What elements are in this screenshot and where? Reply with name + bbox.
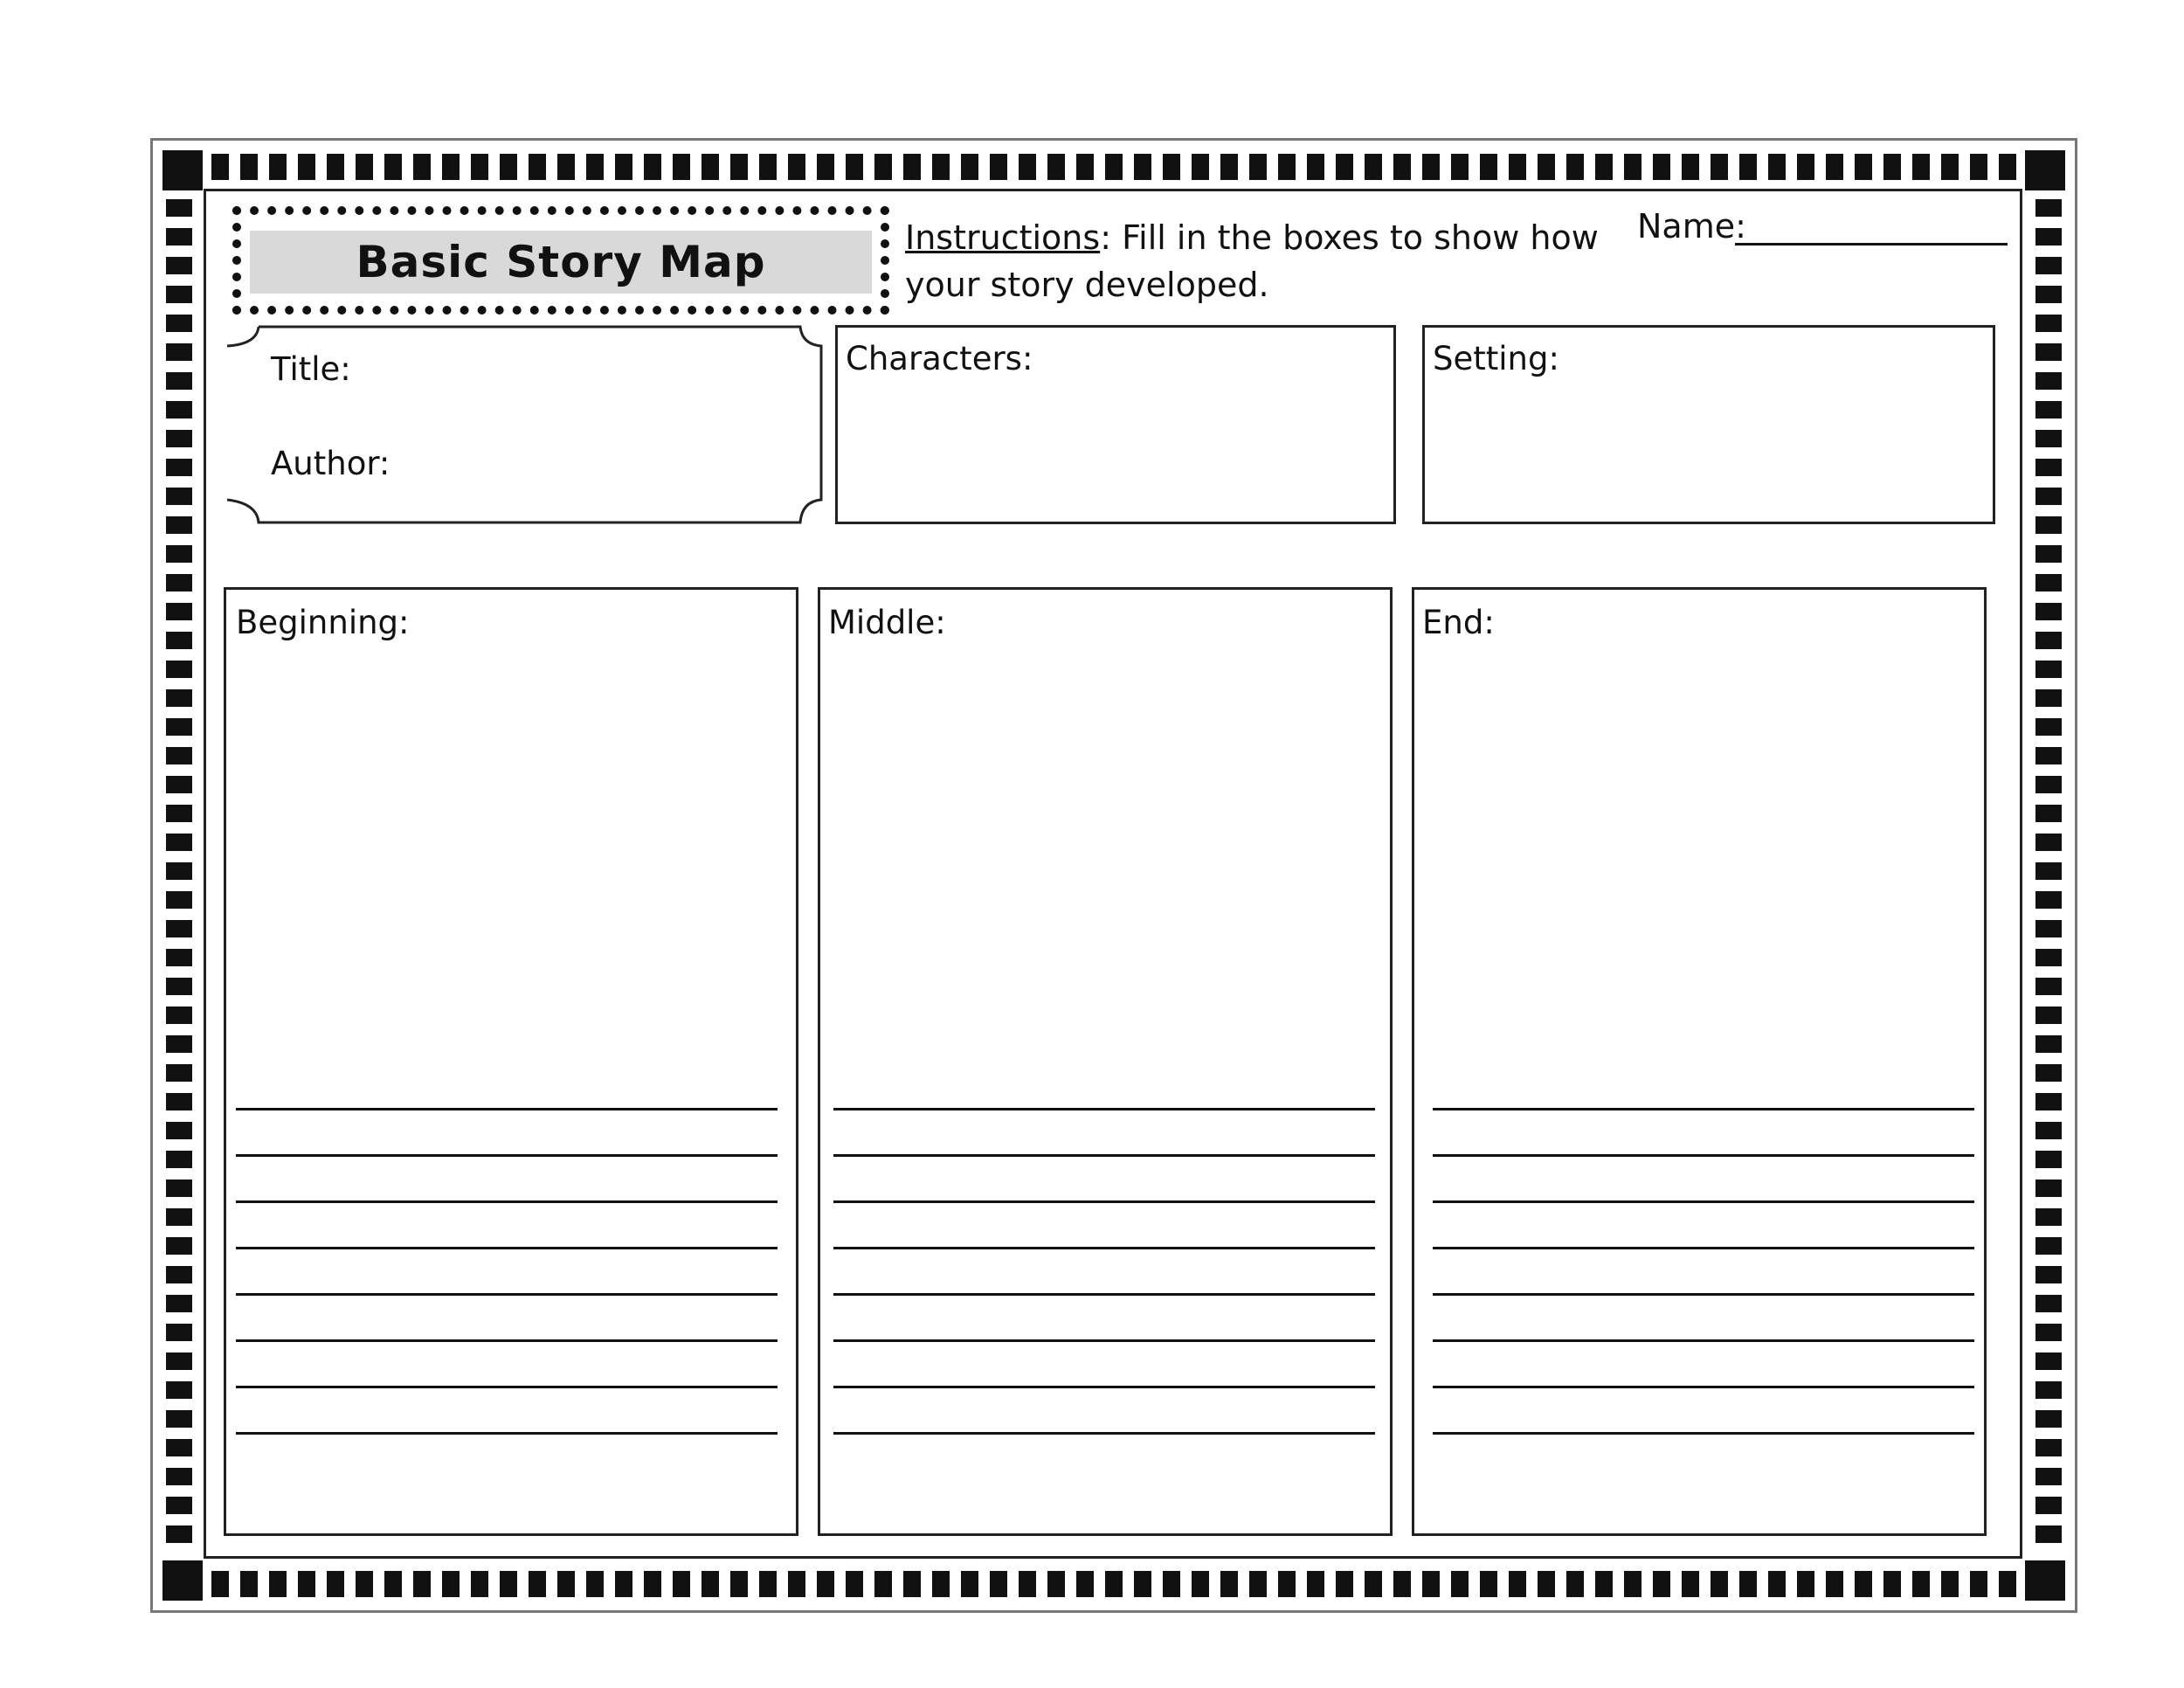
border-square bbox=[2035, 1439, 2062, 1456]
border-square bbox=[961, 154, 978, 180]
border-square bbox=[1047, 154, 1065, 180]
border-square bbox=[471, 154, 488, 180]
border-square bbox=[166, 315, 192, 332]
border-square bbox=[166, 978, 192, 995]
border-square bbox=[1105, 154, 1123, 180]
border-square bbox=[1739, 1571, 1757, 1597]
border-square bbox=[166, 1180, 192, 1197]
border-square bbox=[990, 154, 1007, 180]
border-square bbox=[413, 1571, 431, 1597]
border-square bbox=[2035, 949, 2062, 966]
border-square bbox=[1624, 154, 1641, 180]
border-square bbox=[2035, 891, 2062, 909]
border-square bbox=[788, 1571, 805, 1597]
border-square bbox=[413, 154, 431, 180]
border-square bbox=[1220, 154, 1238, 180]
writing-line[interactable] bbox=[1433, 1386, 1974, 1388]
border-square bbox=[1249, 154, 1267, 180]
border-square bbox=[1163, 1571, 1180, 1597]
border-square bbox=[2035, 1208, 2062, 1226]
border-square bbox=[2035, 228, 2062, 246]
border-square bbox=[1019, 154, 1036, 180]
border-square bbox=[2035, 459, 2062, 476]
border-square bbox=[166, 1324, 192, 1341]
beginning-label: Beginning: bbox=[236, 604, 410, 641]
border-square bbox=[298, 1571, 315, 1597]
border-square bbox=[1682, 1571, 1699, 1597]
border-square bbox=[1076, 1571, 1094, 1597]
border-square bbox=[2035, 632, 2062, 649]
writing-line[interactable] bbox=[1433, 1154, 1974, 1157]
border-square bbox=[1451, 1571, 1469, 1597]
border-square bbox=[1336, 1571, 1353, 1597]
border-square bbox=[166, 718, 192, 736]
border-square bbox=[2035, 1064, 2062, 1082]
border-square bbox=[730, 154, 748, 180]
border-square bbox=[2035, 920, 2062, 937]
border-square bbox=[702, 1571, 719, 1597]
border-square bbox=[1855, 154, 1872, 180]
name-label: Name: bbox=[1637, 207, 1746, 246]
border-square bbox=[586, 1571, 604, 1597]
border-square bbox=[874, 1571, 892, 1597]
border-square bbox=[932, 154, 950, 180]
border-square bbox=[166, 949, 192, 966]
border-square bbox=[557, 1571, 575, 1597]
border-square bbox=[166, 603, 192, 620]
border-square bbox=[240, 1571, 258, 1597]
border-square bbox=[1451, 154, 1469, 180]
border-square bbox=[166, 689, 192, 707]
border-square bbox=[166, 257, 192, 274]
border-square bbox=[644, 154, 661, 180]
writing-line[interactable] bbox=[236, 1200, 778, 1203]
border-square bbox=[2035, 1324, 2062, 1341]
border-square bbox=[1912, 154, 1930, 180]
border-square bbox=[2035, 199, 2062, 217]
writing-line[interactable] bbox=[1433, 1200, 1974, 1203]
border-square bbox=[529, 1571, 546, 1597]
border-square bbox=[166, 488, 192, 505]
border-square bbox=[586, 154, 604, 180]
border-square bbox=[673, 154, 690, 180]
border-square bbox=[500, 154, 517, 180]
border-square bbox=[166, 545, 192, 563]
border-square bbox=[1220, 1571, 1238, 1597]
writing-line[interactable] bbox=[236, 1386, 778, 1388]
border-square bbox=[1393, 1571, 1411, 1597]
border-square bbox=[2035, 805, 2062, 822]
border-square bbox=[2035, 776, 2062, 793]
border-square bbox=[846, 154, 863, 180]
border-square bbox=[384, 154, 402, 180]
writing-line[interactable] bbox=[833, 1247, 1375, 1249]
border-square bbox=[644, 1571, 661, 1597]
border-square bbox=[166, 805, 192, 822]
border-square bbox=[2035, 343, 2062, 361]
border-square bbox=[1941, 1571, 1959, 1597]
end-box[interactable] bbox=[1412, 587, 1987, 1536]
border-square bbox=[166, 1208, 192, 1226]
border-square bbox=[730, 1571, 748, 1597]
border-square bbox=[2035, 834, 2062, 851]
border-square bbox=[471, 1571, 488, 1597]
border-square bbox=[2035, 401, 2062, 419]
border-square bbox=[166, 1525, 192, 1543]
border-square bbox=[2035, 1151, 2062, 1168]
border-square bbox=[1365, 1571, 1382, 1597]
border-square bbox=[2035, 1035, 2062, 1053]
writing-line[interactable] bbox=[833, 1154, 1375, 1157]
border-square bbox=[1970, 154, 1987, 180]
border-square bbox=[166, 1266, 192, 1283]
border-square bbox=[166, 834, 192, 851]
border-square bbox=[2035, 315, 2062, 332]
border-square bbox=[846, 1571, 863, 1597]
border-square bbox=[1480, 154, 1497, 180]
border-square bbox=[166, 228, 192, 246]
end-label: End: bbox=[1422, 604, 1495, 641]
border-square bbox=[166, 920, 192, 937]
border-square bbox=[166, 286, 192, 303]
border-square bbox=[2035, 1122, 2062, 1139]
border-square bbox=[166, 1151, 192, 1168]
border-square bbox=[2035, 1007, 2062, 1024]
border-square bbox=[1999, 154, 2016, 180]
border-square bbox=[1855, 1571, 1872, 1597]
border-square bbox=[2035, 1093, 2062, 1110]
border-square bbox=[1826, 1571, 1843, 1597]
writing-line[interactable] bbox=[833, 1339, 1375, 1342]
border-square bbox=[1105, 1571, 1123, 1597]
writing-line[interactable] bbox=[833, 1386, 1375, 1388]
characters-label: Characters: bbox=[846, 340, 1033, 377]
border-square bbox=[2035, 430, 2062, 447]
writing-line[interactable] bbox=[833, 1293, 1375, 1296]
border-square bbox=[932, 1571, 950, 1597]
border-square bbox=[788, 154, 805, 180]
border-square bbox=[759, 154, 777, 180]
writing-line[interactable] bbox=[236, 1339, 778, 1342]
border-square bbox=[1076, 154, 1094, 180]
border-square bbox=[557, 154, 575, 180]
border-square bbox=[1134, 1571, 1151, 1597]
border-square bbox=[2035, 747, 2062, 764]
border-square bbox=[1278, 154, 1296, 180]
border-corner bbox=[162, 150, 203, 190]
border-square bbox=[673, 1571, 690, 1597]
border-square bbox=[1163, 154, 1180, 180]
border-square bbox=[166, 1093, 192, 1110]
border-square bbox=[166, 1007, 192, 1024]
worksheet-title: Basic Story Map bbox=[356, 237, 766, 287]
border-square bbox=[2035, 545, 2062, 563]
border-square bbox=[1941, 154, 1959, 180]
border-square bbox=[2035, 661, 2062, 678]
border-square bbox=[2035, 574, 2062, 591]
border-square bbox=[166, 1468, 192, 1485]
border-square bbox=[166, 199, 192, 217]
border-square bbox=[615, 154, 632, 180]
writing-line[interactable] bbox=[833, 1432, 1375, 1435]
border-square bbox=[2035, 689, 2062, 707]
border-square bbox=[1047, 1571, 1065, 1597]
border-square bbox=[1624, 1571, 1641, 1597]
border-square bbox=[327, 1571, 344, 1597]
instructions-text: : Fill in the boxes to show how your story developed. bbox=[905, 218, 1599, 304]
border-square bbox=[1970, 1571, 1987, 1597]
border-square bbox=[1768, 154, 1786, 180]
border-square bbox=[1192, 1571, 1209, 1597]
border-square bbox=[759, 1571, 777, 1597]
border-square bbox=[2035, 1295, 2062, 1312]
border-square bbox=[2035, 603, 2062, 620]
border-square bbox=[1711, 154, 1728, 180]
border-square bbox=[166, 343, 192, 361]
border-square bbox=[166, 1497, 192, 1514]
border-square bbox=[166, 776, 192, 793]
border-square bbox=[166, 891, 192, 909]
border-square bbox=[1595, 154, 1613, 180]
border-square bbox=[1566, 154, 1584, 180]
border-square bbox=[817, 154, 834, 180]
border-square bbox=[2035, 1468, 2062, 1485]
border-square bbox=[166, 401, 192, 419]
border-square bbox=[1682, 154, 1699, 180]
border-square bbox=[1653, 154, 1670, 180]
border-square bbox=[1883, 1571, 1901, 1597]
setting-label: Setting: bbox=[1433, 340, 1559, 377]
border-square bbox=[1480, 1571, 1497, 1597]
border-square bbox=[2035, 1525, 2062, 1543]
border-square bbox=[817, 1571, 834, 1597]
writing-line[interactable] bbox=[1433, 1293, 1974, 1296]
border-corner bbox=[2025, 150, 2065, 190]
instructions bbox=[905, 214, 1604, 308]
border-square bbox=[874, 154, 892, 180]
border-square bbox=[1019, 1571, 1036, 1597]
author-label: Author: bbox=[271, 445, 390, 482]
border-square bbox=[166, 632, 192, 649]
writing-line[interactable] bbox=[236, 1247, 778, 1249]
border-square bbox=[442, 154, 460, 180]
border-square bbox=[269, 1571, 287, 1597]
writing-line[interactable] bbox=[236, 1154, 778, 1157]
border-square bbox=[1999, 1571, 2016, 1597]
border-square bbox=[1393, 154, 1411, 180]
border-square bbox=[1538, 154, 1555, 180]
border-corner bbox=[2025, 1560, 2065, 1601]
border-square bbox=[903, 154, 921, 180]
border-square bbox=[1797, 154, 1814, 180]
border-square bbox=[240, 154, 258, 180]
border-square bbox=[1192, 154, 1209, 180]
border-square bbox=[500, 1571, 517, 1597]
border-square bbox=[1307, 1571, 1324, 1597]
border-square bbox=[1883, 154, 1901, 180]
border-square bbox=[1278, 1571, 1296, 1597]
border-square bbox=[1595, 1571, 1613, 1597]
border-square bbox=[384, 1571, 402, 1597]
writing-line[interactable] bbox=[236, 1293, 778, 1296]
border-square bbox=[2035, 257, 2062, 274]
border-square bbox=[2035, 978, 2062, 995]
border-square bbox=[2035, 1352, 2062, 1370]
border-square bbox=[2035, 488, 2062, 505]
border-square bbox=[702, 154, 719, 180]
border-square bbox=[2035, 286, 2062, 303]
border-square bbox=[615, 1571, 632, 1597]
border-square bbox=[1797, 1571, 1814, 1597]
border-square bbox=[2035, 372, 2062, 390]
border-square bbox=[356, 1571, 373, 1597]
middle-box[interactable] bbox=[818, 587, 1393, 1536]
border-square bbox=[2035, 516, 2062, 534]
writing-line[interactable] bbox=[1433, 1108, 1974, 1110]
border-square bbox=[356, 154, 373, 180]
border-square bbox=[166, 1410, 192, 1428]
instructions-label: Instructions bbox=[905, 218, 1101, 257]
border-square bbox=[1336, 154, 1353, 180]
border-square bbox=[1768, 1571, 1786, 1597]
border-square bbox=[961, 1571, 978, 1597]
border-square bbox=[327, 154, 344, 180]
writing-line[interactable] bbox=[236, 1108, 778, 1110]
border-square bbox=[166, 1035, 192, 1053]
border-square bbox=[1509, 1571, 1526, 1597]
border-square bbox=[1249, 1571, 1267, 1597]
border-square bbox=[1653, 1571, 1670, 1597]
border-square bbox=[166, 372, 192, 390]
border-square bbox=[1711, 1571, 1728, 1597]
border-square bbox=[298, 154, 315, 180]
border-square bbox=[166, 1064, 192, 1082]
border-square bbox=[166, 1122, 192, 1139]
border-square bbox=[269, 154, 287, 180]
border-square bbox=[211, 1571, 229, 1597]
border-square bbox=[166, 459, 192, 476]
border-square bbox=[1538, 1571, 1555, 1597]
title-banner bbox=[250, 231, 872, 294]
border-square bbox=[1422, 1571, 1440, 1597]
border-square bbox=[903, 1571, 921, 1597]
border-square bbox=[1912, 1571, 1930, 1597]
writing-line[interactable] bbox=[236, 1432, 778, 1435]
title-label: Title: bbox=[271, 350, 351, 388]
border-square bbox=[166, 574, 192, 591]
border-square bbox=[166, 1295, 192, 1312]
border-square bbox=[166, 661, 192, 678]
border-square bbox=[2035, 1237, 2062, 1255]
border-square bbox=[1422, 154, 1440, 180]
border-square bbox=[1307, 154, 1324, 180]
middle-label: Middle: bbox=[828, 604, 946, 641]
border-square bbox=[1365, 154, 1382, 180]
border-square bbox=[166, 430, 192, 447]
border-square bbox=[166, 1237, 192, 1255]
border-square bbox=[1826, 154, 1843, 180]
border-square bbox=[166, 1352, 192, 1370]
border-square bbox=[1566, 1571, 1584, 1597]
border-square bbox=[990, 1571, 1007, 1597]
border-square bbox=[166, 862, 192, 880]
border-square bbox=[166, 1439, 192, 1456]
border-square bbox=[442, 1571, 460, 1597]
writing-line[interactable] bbox=[1433, 1247, 1974, 1249]
border-square bbox=[2035, 862, 2062, 880]
writing-line[interactable] bbox=[1433, 1432, 1974, 1435]
border-square bbox=[2035, 1381, 2062, 1399]
border-corner bbox=[162, 1560, 203, 1601]
border-square bbox=[529, 154, 546, 180]
border-square bbox=[166, 1381, 192, 1399]
border-square bbox=[2035, 1266, 2062, 1283]
border-square bbox=[2035, 1410, 2062, 1428]
border-square bbox=[1739, 154, 1757, 180]
border-square bbox=[2035, 1180, 2062, 1197]
writing-line[interactable] bbox=[1433, 1339, 1974, 1342]
border-square bbox=[166, 516, 192, 534]
beginning-box[interactable] bbox=[224, 587, 798, 1536]
writing-line[interactable] bbox=[833, 1108, 1375, 1110]
border-square bbox=[166, 747, 192, 764]
border-square bbox=[1134, 154, 1151, 180]
border-square bbox=[2035, 1497, 2062, 1514]
border-square bbox=[2035, 718, 2062, 736]
writing-line[interactable] bbox=[833, 1200, 1375, 1203]
border-square bbox=[211, 154, 229, 180]
border-square bbox=[1509, 154, 1526, 180]
name-field[interactable] bbox=[1735, 243, 2008, 246]
